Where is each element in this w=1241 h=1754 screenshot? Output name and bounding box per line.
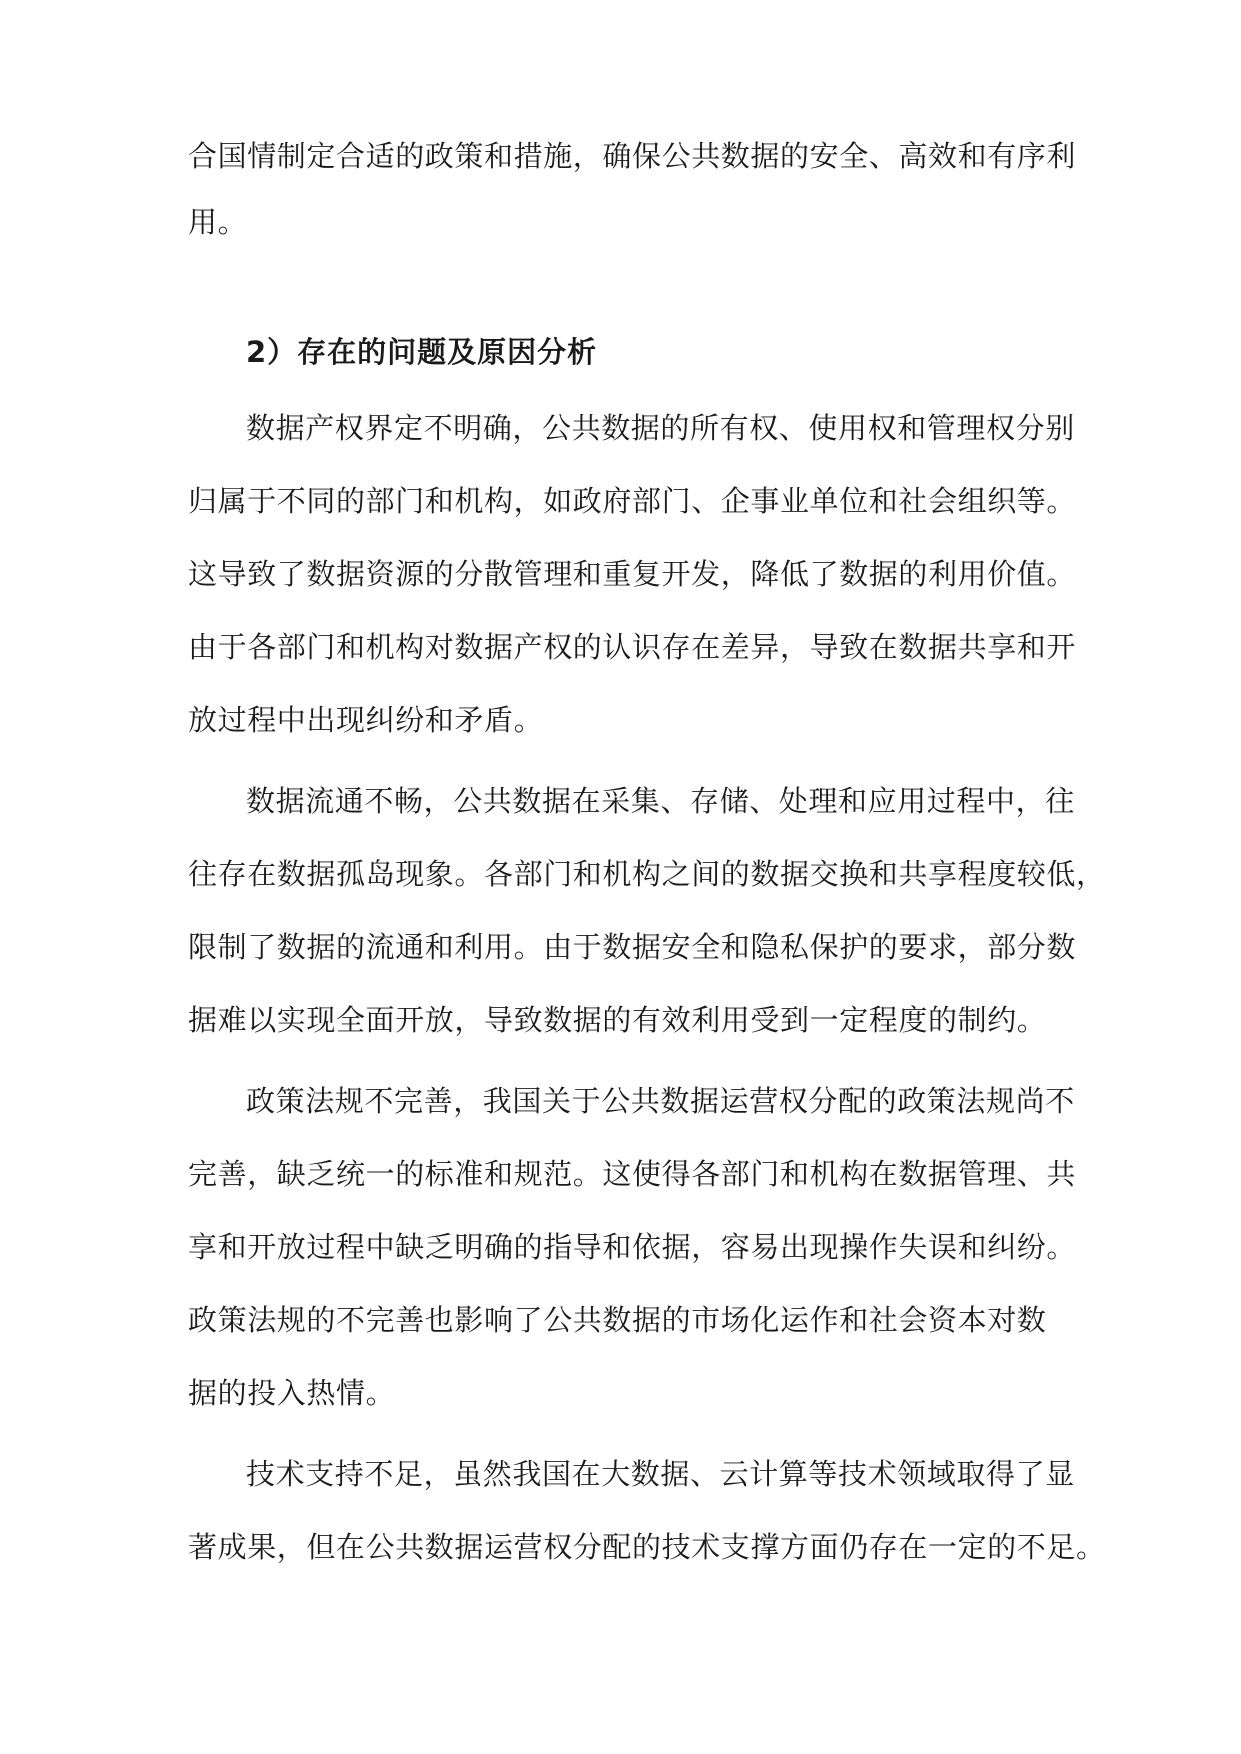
text-line: 政策法规不完善，我国关于公共数据运营权分配的政策法规尚不 <box>246 1084 1075 1118</box>
section-heading: 2）存在的问题及原因分析 <box>246 335 598 369</box>
text-line: 合国情制定合适的政策和措施，确保公共数据的安全、高效和有序利 <box>188 139 1077 173</box>
text-line: 完善，缺乏统一的标准和规范。这使得各部门和机构在数据管理、共 <box>188 1157 1077 1191</box>
text-line: 技术支持不足，虽然我国在大数据、云计算等技术领域取得了显 <box>246 1457 1075 1491</box>
text-line: 往存在数据孤岛现象。各部门和机构之间的数据交换和共享程度较低， <box>188 857 1106 891</box>
text-line: 享和开放过程中缺乏明确的指导和依据，容易出现操作失误和纠纷。 <box>188 1230 1077 1264</box>
text-line: 限制了数据的流通和利用。由于数据安全和隐私保护的要求，部分数 <box>188 930 1077 964</box>
text-line: 数据流通不畅，公共数据在采集、存储、处理和应用过程中，往 <box>246 784 1075 818</box>
text-line: 据难以实现全面开放，导致数据的有效利用受到一定程度的制约。 <box>188 1003 1047 1037</box>
text-line: 用。 <box>188 205 248 239</box>
text-line: 放过程中出现纠纷和矛盾。 <box>188 703 544 737</box>
text-line: 由于各部门和机构对数据产权的认识存在差异，导致在数据共享和开 <box>188 630 1077 664</box>
text-line: 著成果，但在公共数据运营权分配的技术支撑方面仍存在一定的不足。 <box>188 1530 1106 1564</box>
text-line: 数据产权界定不明确，公共数据的所有权、使用权和管理权分别 <box>246 411 1075 445</box>
text-line: 这导致了数据资源的分散管理和重复开发，降低了数据的利用价值。 <box>188 557 1077 591</box>
text-line: 据的投入热情。 <box>188 1376 396 1410</box>
text-line: 政策法规的不完善也影响了公共数据的市场化运作和社会资本对数 <box>188 1303 1047 1337</box>
text-line: 归属于不同的部门和机构，如政府部门、企事业单位和社会组织等。 <box>188 484 1077 518</box>
